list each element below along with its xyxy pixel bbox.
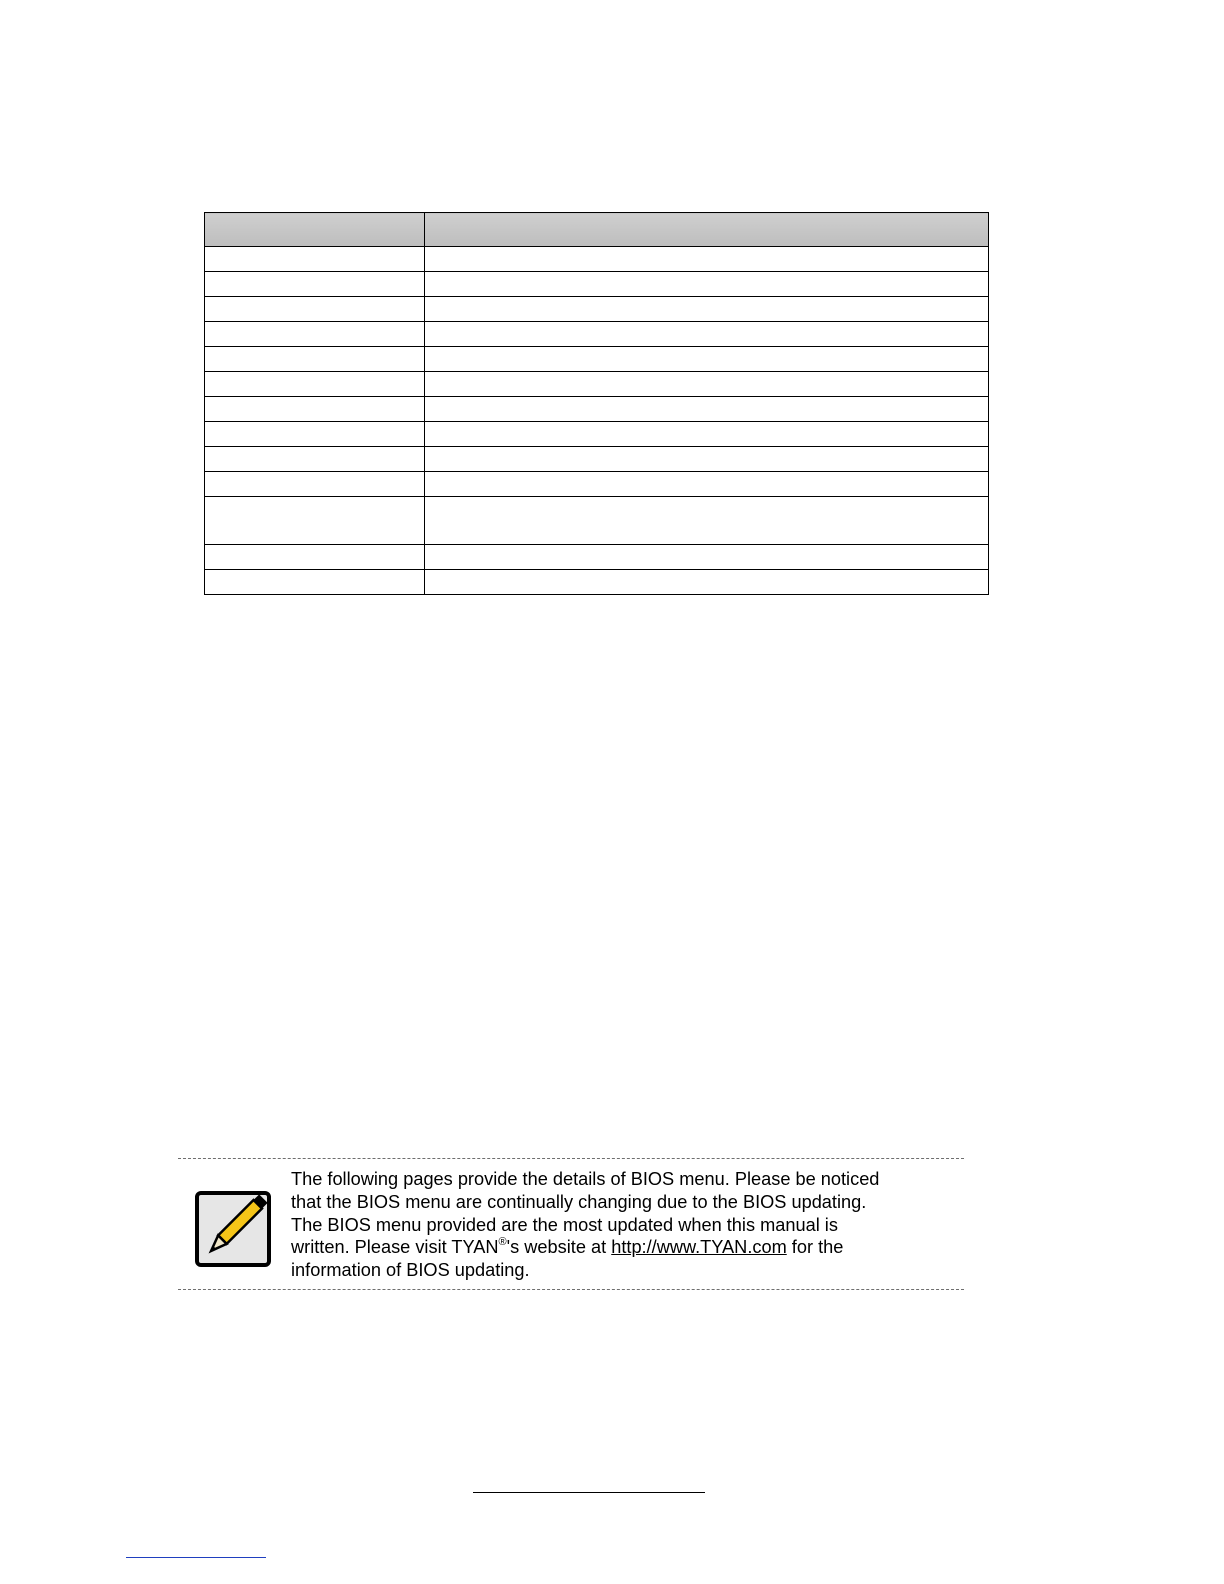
note-bottom-divider — [178, 1289, 964, 1290]
table-cell — [425, 297, 989, 322]
table-row — [205, 472, 989, 497]
table-row — [205, 297, 989, 322]
note-line: that the BIOS menu are continually changing due to the BIOS updating. — [291, 1191, 867, 1212]
note-line: The BIOS menu provided are the most updated when this manual is — [291, 1214, 838, 1235]
table-cell — [425, 347, 989, 372]
table-cell — [425, 497, 989, 545]
pencil-icon — [194, 1188, 272, 1268]
note-line: 's website at — [506, 1237, 612, 1258]
table-row — [205, 347, 989, 372]
note-line: information of BIOS updating. — [291, 1260, 530, 1281]
table-cell — [205, 422, 425, 447]
table-row — [205, 545, 989, 570]
table-row — [205, 397, 989, 422]
table-cell — [425, 472, 989, 497]
table-cell — [425, 397, 989, 422]
note-line: The following pages provide the details of BIOS menu. Please be noticed — [291, 1169, 880, 1189]
table-row — [205, 322, 989, 347]
footer-rule — [473, 1492, 705, 1493]
registered-mark: ® — [498, 1236, 507, 1249]
table-row — [205, 272, 989, 297]
note-top-divider — [178, 1158, 964, 1159]
table-cell — [205, 272, 425, 297]
table-cell — [425, 372, 989, 397]
table-cell — [205, 570, 425, 595]
table-cell — [205, 472, 425, 497]
table-cell — [425, 247, 989, 272]
table-cell — [205, 347, 425, 372]
note-line: written. Please visit TYAN — [291, 1237, 499, 1258]
table-row — [205, 497, 989, 545]
table-row — [205, 372, 989, 397]
table-cell — [425, 447, 989, 472]
table-row — [205, 570, 989, 595]
table-cell — [425, 272, 989, 297]
table-cell — [205, 397, 425, 422]
table-cell — [425, 570, 989, 595]
table-cell — [425, 322, 989, 347]
table-header-row — [205, 213, 989, 247]
bios-key-table — [204, 212, 989, 595]
note-line: for the — [786, 1237, 844, 1258]
table-cell — [425, 422, 989, 447]
note-box — [178, 1158, 964, 1290]
corner-rule — [126, 1557, 266, 1558]
table-row — [205, 422, 989, 447]
table-cell — [205, 247, 425, 272]
table-cell — [205, 322, 425, 347]
table-row — [205, 447, 989, 472]
table-header-cell — [205, 213, 425, 247]
tyan-website-link[interactable]: http://www.TYAN.com — [611, 1237, 787, 1258]
table-cell — [205, 447, 425, 472]
table-cell — [205, 372, 425, 397]
table-cell — [205, 297, 425, 322]
table-cell — [205, 497, 425, 545]
table-header-cell — [425, 213, 989, 247]
table-cell — [205, 545, 425, 570]
table-row — [205, 247, 989, 272]
note-text — [291, 1168, 951, 1282]
table-cell — [425, 545, 989, 570]
